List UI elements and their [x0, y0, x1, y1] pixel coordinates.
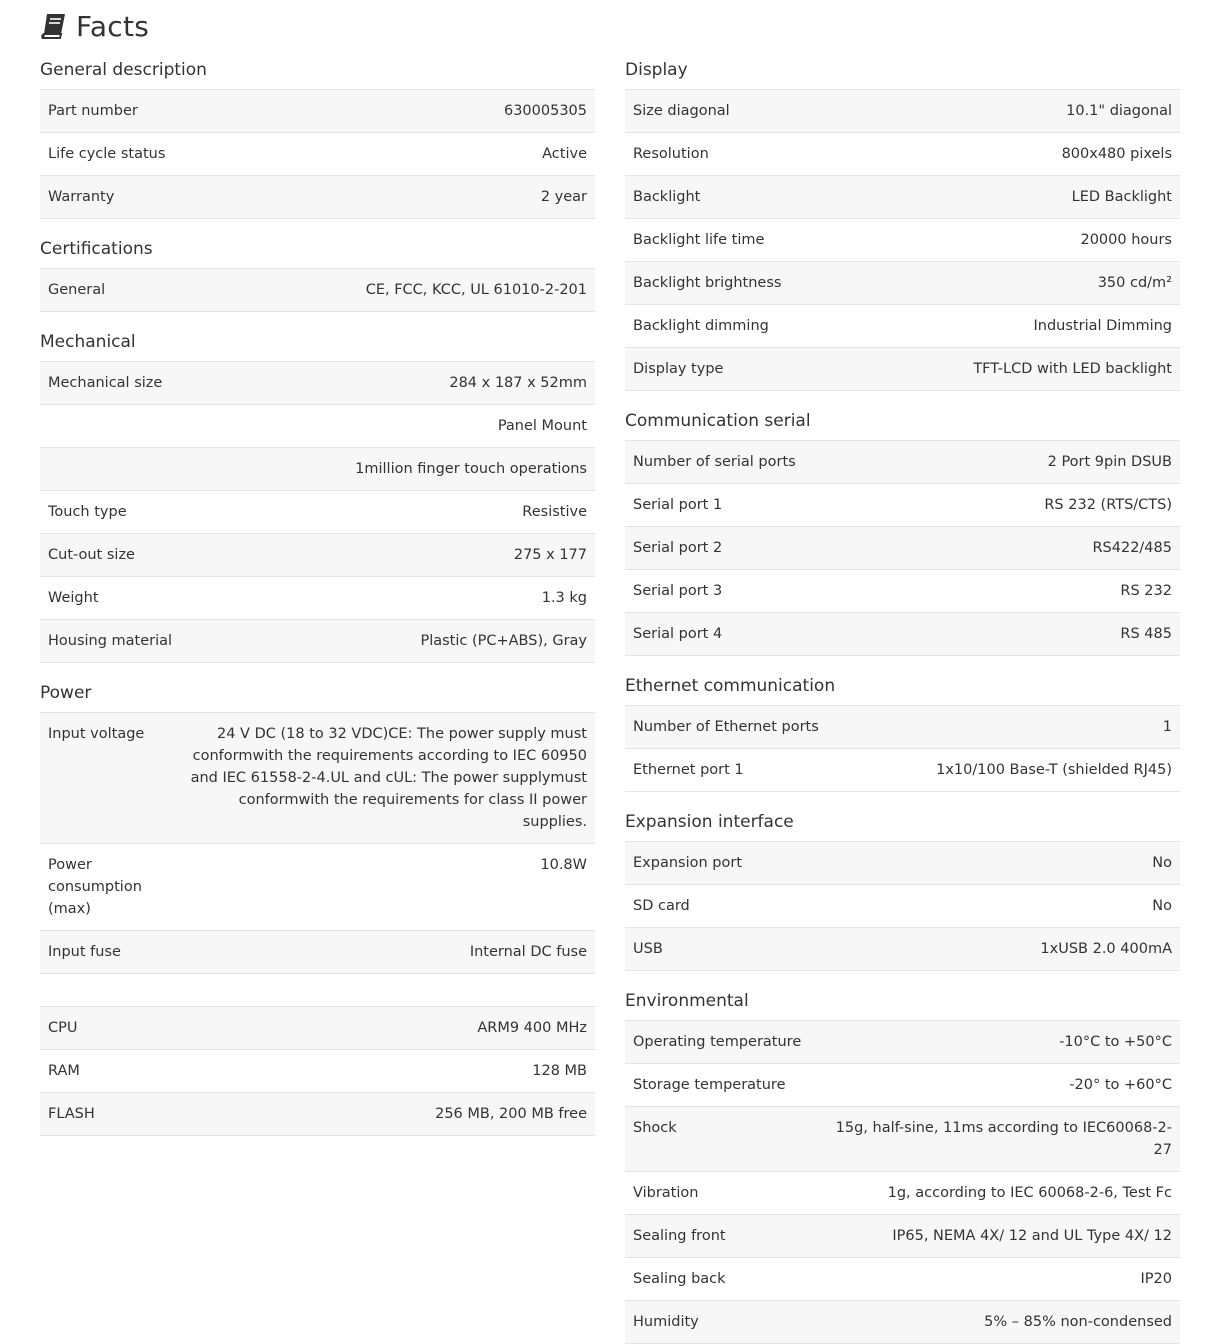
- table-row: [625, 613, 1180, 656]
- spec-table: [40, 268, 595, 312]
- table-row: [40, 133, 595, 176]
- section-ethernet-communication: [625, 668, 1180, 792]
- row-value: CE, FCC, KCC, UL 61010-2-201: [166, 269, 595, 312]
- row-label: Sealing front: [625, 1215, 809, 1258]
- left-column: [40, 52, 595, 1136]
- row-value: Panel Mount: [180, 405, 595, 448]
- row-value: -20° to +60°C: [809, 1064, 1180, 1107]
- section-title: Mechanical: [40, 332, 136, 352]
- row-label: Touch type: [40, 491, 180, 534]
- row-label: Weight: [40, 577, 180, 620]
- section-gap: [625, 971, 1180, 983]
- row-value: 1.3 kg: [180, 577, 595, 620]
- section-gap: [40, 974, 595, 986]
- row-value: TFT-LCD with LED backlight: [789, 348, 1180, 391]
- row-value: 24 V DC (18 to 32 VDC)CE: The power supply must conformwith the requirements according to IEC 60950 and IEC 61558-2-4.UL and cUL: The power supplymust conformwith the requirements for class II power supplies.: [166, 713, 595, 844]
- row-value: -10°C to +50°C: [809, 1021, 1180, 1064]
- table-row: [625, 484, 1180, 527]
- table-row: [625, 749, 1180, 792]
- row-value: 256 MB, 200 MB free: [166, 1093, 595, 1136]
- row-label: Serial port 3: [625, 570, 804, 613]
- row-label: Expansion port: [625, 842, 751, 885]
- row-label: [40, 405, 180, 448]
- row-value: 10.8W: [166, 844, 595, 931]
- table-row: [625, 176, 1180, 219]
- row-label: CPU: [40, 1007, 166, 1050]
- row-value: 350 cd/m²: [789, 262, 1180, 305]
- table-row: [40, 931, 595, 974]
- section-general-description: [40, 52, 595, 219]
- table-row: [625, 1107, 1180, 1172]
- row-value: Resistive: [180, 491, 595, 534]
- spec-table: [40, 89, 595, 219]
- section-communication-serial: [625, 403, 1180, 656]
- section-title: Ethernet communication: [625, 676, 836, 696]
- row-label: Number of Ethernet ports: [625, 706, 827, 749]
- table-row: [625, 90, 1180, 133]
- row-label: Shock: [625, 1107, 809, 1172]
- row-label: Input fuse: [40, 931, 166, 974]
- table-row: [625, 1215, 1180, 1258]
- row-value: 1xUSB 2.0 400mA: [751, 928, 1180, 971]
- section-gap: [625, 391, 1180, 403]
- row-value: 1x10/100 Base-T (shielded RJ45): [827, 749, 1180, 792]
- section-system: [40, 986, 595, 1136]
- row-label: USB: [625, 928, 751, 971]
- table-row: [625, 706, 1180, 749]
- row-label: Number of serial ports: [625, 441, 804, 484]
- row-label: Storage temperature: [625, 1064, 809, 1107]
- row-label: SD card: [625, 885, 751, 928]
- row-value: IP20: [809, 1258, 1180, 1301]
- row-value: 275 x 177: [180, 534, 595, 577]
- spec-table: [625, 89, 1180, 391]
- right-column: [625, 52, 1180, 1344]
- table-row: [625, 570, 1180, 613]
- table-row: [40, 1093, 595, 1136]
- spec-table: [40, 712, 595, 974]
- row-label: Sealing back: [625, 1258, 809, 1301]
- table-row: [625, 1064, 1180, 1107]
- table-row: [40, 713, 595, 844]
- table-row: [40, 176, 595, 219]
- row-value: 1g, according to IEC 60068-2-6, Test Fc: [809, 1172, 1180, 1215]
- row-value: Active: [173, 133, 595, 176]
- section-title: Display: [625, 60, 688, 80]
- table-row: [40, 90, 595, 133]
- row-value: RS 485: [804, 613, 1180, 656]
- book-icon: [40, 12, 68, 40]
- section-title: Communication serial: [625, 411, 811, 431]
- table-row: [625, 527, 1180, 570]
- row-value: LED Backlight: [789, 176, 1180, 219]
- row-label: Life cycle status: [40, 133, 173, 176]
- row-label: RAM: [40, 1050, 166, 1093]
- row-value: RS 232: [804, 570, 1180, 613]
- row-label: [40, 448, 180, 491]
- row-label: Humidity: [625, 1301, 809, 1344]
- row-label: Ethernet port 1: [625, 749, 827, 792]
- table-row: [40, 491, 595, 534]
- row-value: 5% – 85% non-condensed: [809, 1301, 1180, 1344]
- row-value: Plastic (PC+ABS), Gray: [180, 620, 595, 663]
- section-display: [625, 52, 1180, 391]
- table-row: [40, 405, 595, 448]
- table-row: [625, 842, 1180, 885]
- spec-table: [625, 705, 1180, 792]
- table-row: [40, 448, 595, 491]
- spec-table: [40, 1006, 595, 1136]
- table-row: [625, 219, 1180, 262]
- section-title: Power: [40, 683, 92, 703]
- row-label: Backlight life time: [625, 219, 789, 262]
- section-certifications: [40, 231, 595, 312]
- page-title-text: Facts: [76, 9, 150, 43]
- table-row: [40, 1050, 595, 1093]
- table-row: [625, 348, 1180, 391]
- row-value: Industrial Dimming: [789, 305, 1180, 348]
- page-title: [40, 8, 149, 44]
- row-value: 2 Port 9pin DSUB: [804, 441, 1180, 484]
- table-row: [625, 133, 1180, 176]
- row-label: Cut-out size: [40, 534, 180, 577]
- row-value: ARM9 400 MHz: [166, 1007, 595, 1050]
- section-gap: [625, 656, 1180, 668]
- row-value: IP65, NEMA 4X/ 12 and UL Type 4X/ 12: [809, 1215, 1180, 1258]
- row-value: 15g, half-sine, 11ms according to IEC60068-2-27: [809, 1107, 1180, 1172]
- section-gap: [40, 219, 595, 231]
- table-row: [40, 269, 595, 312]
- row-value: 630005305: [173, 90, 595, 133]
- section-gap: [40, 312, 595, 324]
- row-value: No: [751, 885, 1180, 928]
- table-row: [625, 441, 1180, 484]
- section-mechanical: [40, 324, 595, 663]
- table-row: [625, 885, 1180, 928]
- table-row: [625, 1021, 1180, 1064]
- table-row: [40, 844, 595, 931]
- section-title: General description: [40, 60, 207, 80]
- section-environmental: [625, 983, 1180, 1344]
- row-value: No: [751, 842, 1180, 885]
- row-label: Operating temperature: [625, 1021, 809, 1064]
- row-label: Housing material: [40, 620, 180, 663]
- row-label: Backlight dimming: [625, 305, 789, 348]
- row-value: 2 year: [173, 176, 595, 219]
- table-row: [40, 620, 595, 663]
- row-label: FLASH: [40, 1093, 166, 1136]
- row-label: Serial port 4: [625, 613, 804, 656]
- row-label: Serial port 1: [625, 484, 804, 527]
- section-gap: [625, 792, 1180, 804]
- table-row: [625, 305, 1180, 348]
- row-label: Backlight brightness: [625, 262, 789, 305]
- spec-table: [625, 1020, 1180, 1344]
- section-gap: [40, 663, 595, 675]
- row-value: RS 232 (RTS/CTS): [804, 484, 1180, 527]
- row-label: Resolution: [625, 133, 789, 176]
- row-label: Warranty: [40, 176, 173, 219]
- spec-table: [625, 440, 1180, 656]
- table-row: [625, 1301, 1180, 1344]
- table-row: [625, 928, 1180, 971]
- row-value: 800x480 pixels: [789, 133, 1180, 176]
- section-title: Expansion interface: [625, 812, 794, 832]
- row-value: RS422/485: [804, 527, 1180, 570]
- table-row: [625, 1172, 1180, 1215]
- section-expansion-interface: [625, 804, 1180, 971]
- table-row: [40, 362, 595, 405]
- section-title: Environmental: [625, 991, 749, 1011]
- row-label: General: [40, 269, 166, 312]
- row-label: Input voltage: [40, 713, 166, 844]
- table-row: [625, 262, 1180, 305]
- row-label: Display type: [625, 348, 789, 391]
- row-label: Backlight: [625, 176, 789, 219]
- row-value: 20000 hours: [789, 219, 1180, 262]
- row-label: Part number: [40, 90, 173, 133]
- row-value: 128 MB: [166, 1050, 595, 1093]
- spec-table: [40, 361, 595, 663]
- spec-table: [625, 841, 1180, 971]
- row-label: Mechanical size: [40, 362, 180, 405]
- table-row: [625, 1258, 1180, 1301]
- row-label: Size diagonal: [625, 90, 789, 133]
- table-row: [40, 1007, 595, 1050]
- row-value: 284 x 187 x 52mm: [180, 362, 595, 405]
- row-label: Power consumption (max): [40, 844, 166, 931]
- row-value: 10.1" diagonal: [789, 90, 1180, 133]
- row-value: Internal DC fuse: [166, 931, 595, 974]
- row-label: Vibration: [625, 1172, 809, 1215]
- section-title: Certifications: [40, 239, 153, 259]
- row-value: 1: [827, 706, 1180, 749]
- section-title: [40, 986, 595, 1006]
- table-row: [40, 534, 595, 577]
- row-label: Serial port 2: [625, 527, 804, 570]
- section-power: [40, 675, 595, 974]
- row-value: 1million finger touch operations: [180, 448, 595, 491]
- table-row: [40, 577, 595, 620]
